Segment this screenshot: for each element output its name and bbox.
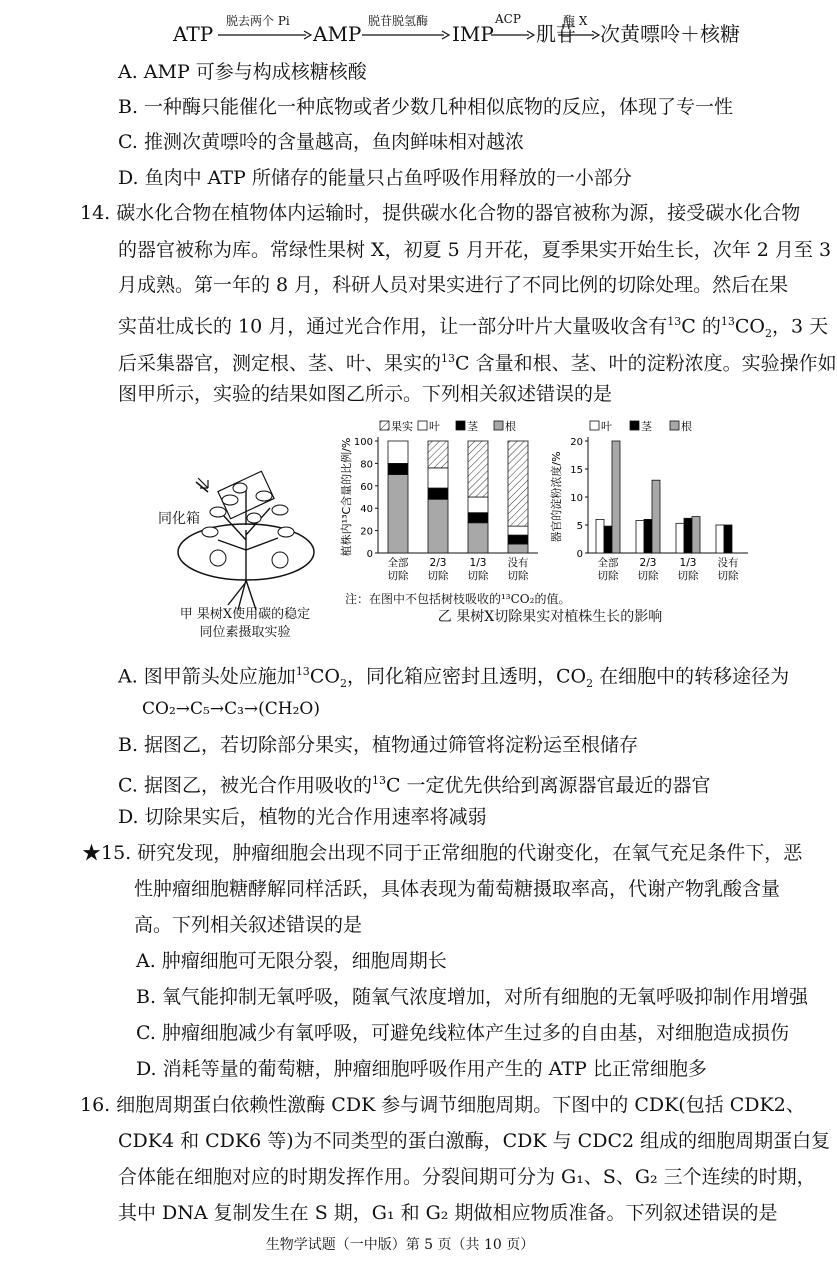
figure-a-tree xyxy=(168,470,338,620)
bar-segment xyxy=(428,499,448,553)
y-axis-label: 器官的淀粉浓度/% xyxy=(550,451,563,543)
legend-label: 茎 xyxy=(641,420,652,433)
y-tick-label: 15 xyxy=(570,465,583,476)
y-tick-label: 60 xyxy=(360,481,373,493)
x-tick-label: 全部 xyxy=(597,557,619,569)
legend-swatch xyxy=(630,421,639,430)
y-axis-label: 植株内¹³C含量的比例/% xyxy=(340,437,353,557)
x-tick-label: 切除 xyxy=(507,570,529,582)
legend-swatch xyxy=(418,421,427,430)
bar xyxy=(604,526,612,553)
q14-stem-line5: 后采集器官，测定根、茎、叶、果实的$^{13}$C 含量和根、茎、叶的淀粉浓度。实验操作如 xyxy=(118,352,837,375)
q14-option-a-line1: A. 图甲箭头处应施加$^{13}CO_2$，同化箱应密封且透明，$CO_2$ 在细胞中的转移途径为 xyxy=(118,665,790,691)
x-tick-label: 没有 xyxy=(717,557,739,569)
x-tick-label: 切除 xyxy=(597,570,619,582)
bar-segment xyxy=(468,497,488,513)
legend-label: 叶 xyxy=(601,420,612,433)
legend-swatch xyxy=(590,421,599,430)
legend-label: 根 xyxy=(505,420,516,433)
bar-segment xyxy=(508,526,528,535)
y-tick-label: 0 xyxy=(366,549,373,560)
bar-segment xyxy=(468,523,488,553)
q15-option-b: B. 氧气能抑制无氧呼吸，随氧气浓度增加，对所有细胞的无氧呼吸抑制作用增强 xyxy=(136,986,809,1008)
figure-a-caption-line1: 甲 果树X使用碳的稳定 xyxy=(179,607,311,622)
bar xyxy=(684,518,692,553)
q15-stem-line3: 高。下列相关叙述错误的是 xyxy=(134,914,363,936)
bar xyxy=(692,517,700,553)
q13-option-b: B. 一种酶只能催化一种底物或者少数几种相似底物的反应，体现了专一性 xyxy=(118,96,734,118)
y-tick-label: 5 xyxy=(576,521,583,532)
x-tick-label: 1/3 xyxy=(469,557,487,569)
bar xyxy=(596,519,604,553)
q13-option-c: C. 推测次黄嘌呤的含量越高，鱼肉鲜味相对越浓 xyxy=(118,131,524,153)
x-tick-label: 2/3 xyxy=(639,557,657,569)
y-tick-label: 0 xyxy=(576,549,583,560)
x-tick-label: 切除 xyxy=(677,570,699,582)
x-tick-label: 切除 xyxy=(467,570,489,582)
bar-segment xyxy=(388,475,408,553)
q14-option-d: D. 切除果实后，植物的光合作用速率将减弱 xyxy=(118,806,487,828)
figure-a-box-label: 同化箱 xyxy=(158,511,200,527)
q14-stem-line3: 月成熟。第一年的 8 月，科研人员对果实进行了不同比例的切除处理。然后在果 xyxy=(118,274,789,296)
bar-segment xyxy=(388,441,408,463)
bar-segment xyxy=(508,441,528,526)
x-tick-label: 2/3 xyxy=(429,557,447,569)
legend-swatch xyxy=(380,421,389,430)
q13-option-a: A. AMP 可参与构成核糖核酸 xyxy=(118,61,367,83)
chart-starch-concentration xyxy=(548,415,758,593)
q14-option-b: B. 据图乙，若切除部分果实，植物通过筛管将淀粉运至根储存 xyxy=(118,734,639,756)
x-tick-label: 切除 xyxy=(637,570,659,582)
x-tick-label: 切除 xyxy=(427,570,449,582)
chart-c13-ratio xyxy=(338,415,548,593)
q14-stem-line2: 的器官被称为库。常绿性果树 X，初夏 5 月开花，夏季果实开始生长，次年 2 月至 3 xyxy=(118,239,832,261)
page-footer: 生物学试题（一中版）第 5 页（共 10 页） xyxy=(265,1237,535,1253)
bar xyxy=(724,525,732,553)
pathway-node-atp: ATP xyxy=(173,22,214,46)
figure-a-caption-line2: 同位素摄取实验 xyxy=(199,625,291,640)
legend-swatch xyxy=(494,421,503,430)
q14-option-c: C. 据图乙，被光合作用吸收的$^{13}$C 一定优先供给到离源器官最近的器官 xyxy=(118,774,711,797)
x-tick-label: 全部 xyxy=(387,557,409,569)
q16-stem-line3: 合体能在细胞对应的时期发挥作用。分裂间期可分为 G₁、S、G₂ 三个连续的时期， xyxy=(118,1166,816,1188)
q14-stem-line1: 14. 碳水化合物在植物体内运输时，提供碳水化合物的器官被称为源，接受碳水化合物 xyxy=(80,202,801,224)
legend-label: 茎 xyxy=(467,420,478,433)
bar-segment xyxy=(468,441,488,497)
bar xyxy=(644,519,652,553)
q14-stem-line6: 图甲所示，实验的结果如图乙所示。下列相关叙述错误的是 xyxy=(118,383,613,405)
q15-option-a: A. 肿瘤细胞可无限分裂，细胞周期长 xyxy=(136,950,447,972)
y-tick-label: 80 xyxy=(360,459,373,471)
legend-label: 果实 xyxy=(391,420,413,433)
q14-stem-line4: 实苗壮成长的 10 月，通过光合作用，让一部分叶片大量吸收含有$^{13}$C 的$^{13}CO_2$，3 天 xyxy=(118,315,829,341)
y-tick-label: 20 xyxy=(570,437,583,448)
bar xyxy=(612,441,620,553)
bar-segment xyxy=(508,544,528,553)
pathway-arrow-3 xyxy=(491,30,535,40)
pathway-node-inosine: 肌苷 xyxy=(536,22,576,46)
y-tick-label: 20 xyxy=(360,526,373,538)
q16-stem-line4: 其中 DNA 复制发生在 S 期，G₁ 和 G₂ 期做相应物质准备。下列叙述错误的是 xyxy=(118,1202,778,1224)
bar xyxy=(676,523,684,553)
pathway-node-products: 次黄嘌呤＋核糖 xyxy=(600,22,740,46)
q15-stem-line2: 性肿瘤细胞糖酵解同样活跃，具体表现为葡萄糖摄取率高，代谢产物乳酸含量 xyxy=(134,878,781,900)
bar-segment xyxy=(508,535,528,544)
q14-option-a-line2: CO₂→C₅→C₃→(CH₂O) xyxy=(142,699,320,719)
x-tick-label: 1/3 xyxy=(679,557,697,569)
y-tick-label: 100 xyxy=(353,437,373,448)
q15-option-d: D. 消耗等量的葡萄糖，肿瘤细胞呼吸作用产生的 ATP 比正常细胞多 xyxy=(136,1058,707,1080)
pathway-node-amp: AMP xyxy=(313,22,362,46)
bar-segment xyxy=(428,441,448,468)
bar-segment xyxy=(428,488,448,499)
legend-label: 叶 xyxy=(429,420,440,433)
figure-b-caption: 乙 果树X切除果实对植株生长的影响 xyxy=(437,609,663,625)
bar-segment xyxy=(388,463,408,474)
q13-option-d: D. 鱼肉中 ATP 所储存的能量只占鱼呼吸作用释放的一小部分 xyxy=(118,167,632,189)
pathway-arrow-1 xyxy=(218,30,312,40)
x-tick-label: 没有 xyxy=(507,557,529,569)
x-tick-label: 切除 xyxy=(717,570,739,582)
bar-segment xyxy=(428,468,448,488)
pathway-label-2: 脱苷脱氢酶 xyxy=(368,14,429,28)
bar xyxy=(652,480,660,553)
pathway-label-1: 脱去两个 Pi xyxy=(226,14,290,28)
pathway-label-3: ACP xyxy=(495,12,521,26)
pathway-arrow-2 xyxy=(362,30,450,40)
pathway-label-4: 酶 X xyxy=(563,14,588,28)
y-tick-label: 10 xyxy=(570,493,583,504)
q15-option-c: C. 肿瘤细胞减少有氧呼吸，可避免线粒体产生过多的自由基，对细胞造成损伤 xyxy=(136,1022,789,1044)
q16-stem-line1: 16. 细胞周期蛋白依赖性激酶 CDK 参与调节细胞周期。下图中的 CDK(包括 CDK2、 xyxy=(80,1094,805,1116)
legend-swatch xyxy=(456,421,465,430)
y-tick-label: 40 xyxy=(360,504,373,516)
q16-stem-line2: CDK4 和 CDK6 等)为不同类型的蛋白激酶，CDK 与 CDC2 组成的细胞周期蛋白复 xyxy=(118,1130,831,1152)
pathway-node-imp: IMP xyxy=(452,22,494,46)
bar-segment xyxy=(468,513,488,523)
legend-label: 根 xyxy=(681,420,692,433)
legend-swatch xyxy=(670,421,679,430)
figure-b-note: 注：在图中不包括树枝吸收的¹³CO₂的值。 xyxy=(345,592,571,606)
bar xyxy=(716,525,724,553)
bar xyxy=(636,521,644,553)
x-tick-label: 切除 xyxy=(387,570,409,582)
q15-stem-line1: ★15. 研究发现，肿瘤细胞会出现不同于正常细胞的代谢变化，在氧气充足条件下，恶 xyxy=(82,842,803,864)
pathway-arrow-4 xyxy=(558,30,600,40)
